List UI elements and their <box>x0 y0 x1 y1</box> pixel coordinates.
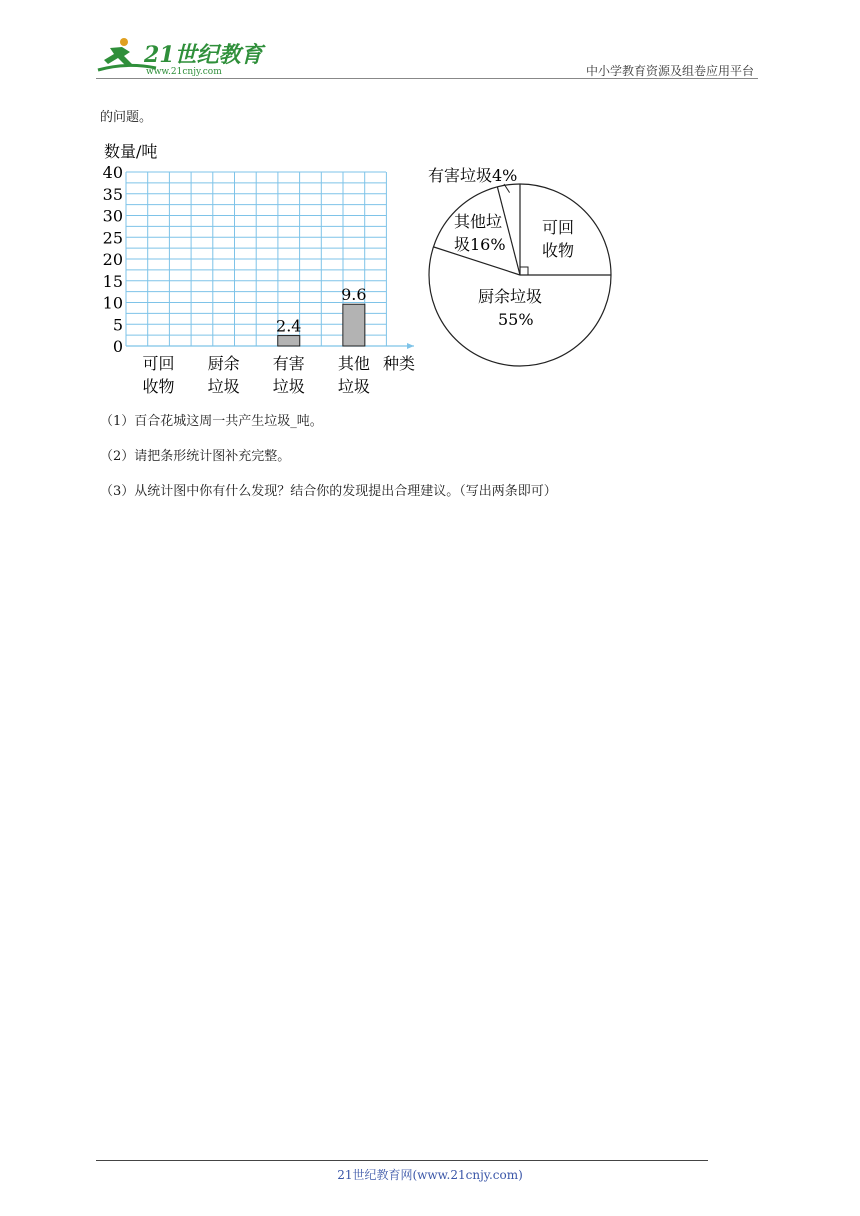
footer-text: 21世纪教育网(www.21cnjy.com) <box>337 1168 523 1182</box>
question-2: （2）请把条形统计图补充完整。 <box>100 449 291 464</box>
question-1: （1）百合花城这周一共产生垃圾_吨。 <box>100 414 323 429</box>
y-tick-label: 0 <box>112 337 123 356</box>
x-category-label: 厨余 <box>207 354 240 373</box>
x-category-label: 可回 <box>142 354 175 373</box>
footer-divider <box>96 1160 708 1161</box>
site-logo <box>96 34 266 78</box>
logo-text: 21世纪教育 <box>144 42 263 68</box>
y-tick-label: 15 <box>102 271 123 291</box>
header-divider <box>96 78 758 79</box>
pie-label-kitchen-2: 55% <box>498 310 534 329</box>
x-category-label: 收物 <box>142 377 175 396</box>
bar-grid <box>126 172 414 349</box>
x-category-label: 垃圾 <box>272 377 305 396</box>
pie-label-other-2: 圾16% <box>454 235 506 254</box>
bar-xlabel: 种类 <box>383 354 416 373</box>
logo-url: www.21cnjy.com <box>146 67 222 77</box>
pie-label-other-1: 其他垃 <box>454 212 503 231</box>
y-tick-label: 35 <box>102 184 123 204</box>
pie-label-kitchen-1: 厨余垃圾 <box>478 287 543 306</box>
pie-label-hazardous: 有害垃圾4% <box>428 166 518 185</box>
bar <box>278 336 300 346</box>
x-category-label: 其他 <box>337 354 370 373</box>
y-tick-label: 25 <box>102 228 123 248</box>
pie-label-recyclable-2: 收物 <box>542 241 575 260</box>
y-tick-label: 40 <box>102 163 123 182</box>
bar-data-label: 2.4 <box>276 316 302 336</box>
x-category-label: 有害 <box>272 354 305 373</box>
pie-chart <box>420 150 620 375</box>
bar-data-label: 9.6 <box>341 285 367 305</box>
bar-ylabel: 数量/吨 <box>104 142 158 161</box>
x-category-label: 垃圾 <box>207 377 240 396</box>
y-tick-label: 5 <box>112 315 123 335</box>
platform-name: 中小学教育资源及组卷应用平台 <box>585 64 754 78</box>
bar <box>343 304 365 346</box>
x-axis-arrow <box>407 343 414 349</box>
pie-label-recyclable-1: 可回 <box>542 218 575 237</box>
question-3: （3）从统计图中你有什么发现？结合你的发现提出合理建议。（写出两条即可） <box>100 484 557 499</box>
y-tick-label: 20 <box>102 250 123 269</box>
x-category-label: 垃圾 <box>337 377 370 396</box>
y-tick-label: 30 <box>102 206 123 226</box>
bar-chart <box>96 136 426 401</box>
intro-text: 的问题。 <box>100 110 153 125</box>
y-tick-label: 10 <box>102 293 123 313</box>
